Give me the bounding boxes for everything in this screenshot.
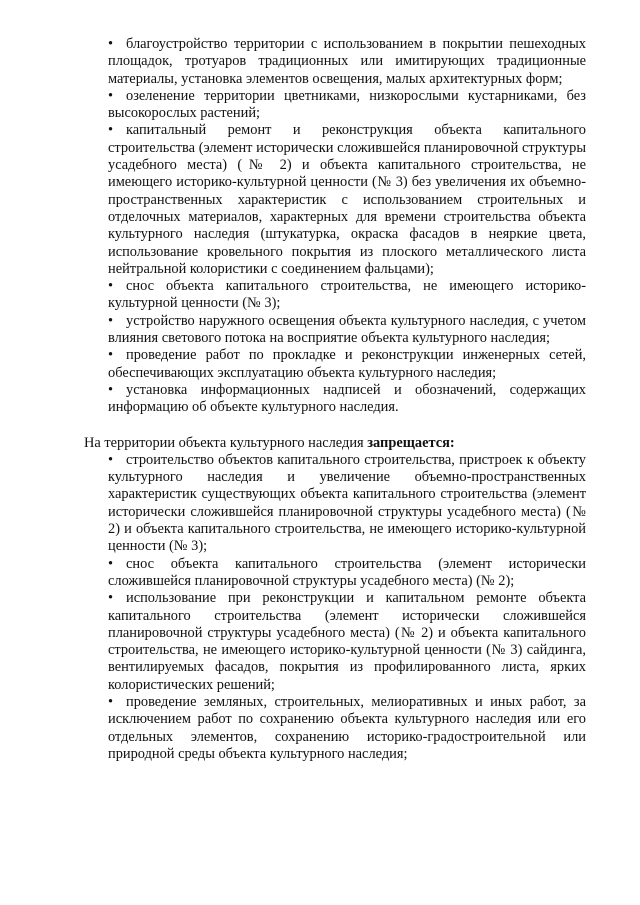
bullet-icon: • [108,312,114,329]
bullet-icon: • [108,278,114,295]
list-item: • капитальный ремонт и реконструкция объекта капитального строительства (элемент исторически сложившейся планировочной структуры усадебного места) (№ 2) и объекта капитального строительства, не имеющего историко-культурной ценности (№ 3) без увеличения их объемно-пространственных характеристик с использованием строительных и отделочных материалов, характерных для времени строительства объекта культурного наследия (штукатурка, окраска фасадов в неяркие цвета, использование кровельного покрытия из плоского металлического листа нейтральной колористики с соединением фальцами); [108,122,586,277]
list-item: • строительство объектов капитального строительства, пристроек к объекту культурного наследия и увеличение объемно-пространственных характеристик существующих объекта капитального строительства (элемент исторически сложившейся планировочной структуры усадебного места) (№ 2) и объекта капитального строительства, не имеющего историко-культурной ценности (№ 3); [108,451,586,555]
list-item: • снос объекта капитального строительства, не имеющего историко-культурной ценности (№ 3); [108,278,586,312]
bullet-icon: • [108,122,114,139]
bullet-icon: • [108,590,114,607]
bullet-icon: • [108,381,114,398]
allowed-works-list [108,36,586,417]
bullet-icon: • [108,693,114,710]
bullet-icon: • [108,451,114,468]
list-item: • снос объекта капитального строительства (элемент исторически сложившейся планировочной структуры усадебного места) (№ 2); [108,555,586,589]
list-item: • озеленение территории цветниками, низкорослыми кустарниками, без высокорослых растений; [108,87,586,122]
bullet-icon: • [108,36,114,52]
document-body [84,36,586,763]
list-item: • благоустройство территории с использованием в покрытии пешеходных площадок, тротуаров традиционных или имитирующих традиционные материалы, установка элементов освещения, малых архитектурных форм; [108,36,586,87]
list-item: • устройство наружного освещения объекта культурного наследия, с учетом влияния светового потока на восприятие объекта культурного наследия; [108,312,586,347]
list-item: • проведение работ по прокладке и реконструкции инженерных сетей, обеспечивающих эксплуатацию объекта культурного наследия; [108,347,586,381]
list-item: • проведение земляных, строительных, мелиоративных и иных работ, за исключением работ по сохранению объекта культурного наследия или его отдельных элементов, сохранению историко-градостроительной или природной среды объекта культурного наследия; [108,693,586,762]
prohibited-heading-bold: запрещается: [367,434,455,451]
list-item: • установка информационных надписей и обозначений, содержащих информацию об объекте культурного наследия. [108,381,586,416]
bullet-icon: • [108,347,114,364]
prohibited-heading: На территории объекта культурного наследия запрещается: [84,434,455,451]
bullet-icon: • [108,87,114,104]
list-item: • использование при реконструкции и капитальном ремонте объекта капитального строительства (элемент исторически сложившейся планировочной структуры усадебного места) (№ 2) и объекта капитального строительства, не имеющего историко-культурной ценности (№ 3) сайдинга, вентилируемых фасадов, покрытия из профилированного листа, ярких колористических решений; [108,590,586,693]
prohibited-works-list [108,452,586,763]
bullet-icon: • [108,555,114,572]
